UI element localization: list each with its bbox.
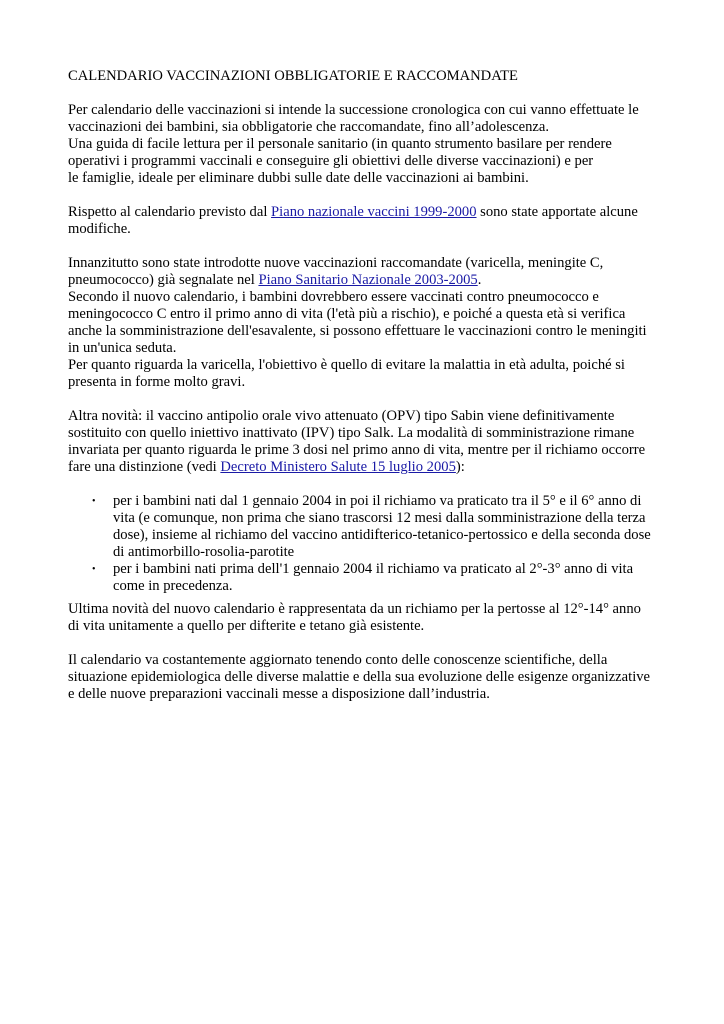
- text-line: Per quanto riguarda la varicella, l'obiettivo è quello di evitare la malattia in età adulta, poiché si: [68, 357, 625, 373]
- text-line: [68, 459, 660, 476]
- text-line: Ultima novità del nuovo calendario è rappresentata da un richiamo per la pertosse al 12°-14° anno: [68, 601, 641, 617]
- antipolio-paragraph: [68, 408, 660, 476]
- text-line: e delle nuove preparazioni vaccinali messe a disposizione dall’industria.: [68, 686, 490, 702]
- piano-vaccini-paragraph: [68, 204, 660, 238]
- text-line: modifiche.: [68, 221, 131, 237]
- text-line: sostituito con quello iniettivo inattivato (IPV) tipo Salk. La modalità di somministrazione rimane: [68, 425, 635, 441]
- bullet-icon: •: [92, 564, 96, 575]
- text-line: come in precedenza.: [113, 578, 233, 594]
- text-line: dose), insieme al richiamo del vaccino antidifterico-tetanico-pertossico e della seconda dose: [113, 527, 651, 543]
- new-vaccinations-paragraph: [68, 255, 660, 391]
- text-line: di antimorbillo-rosolia-parotite: [113, 544, 295, 560]
- text-line: Una guida di facile lettura per il personale sanitario (in quanto strumento basilare per rendere: [68, 136, 612, 152]
- text-segment: pneumococco) già segnalate nel: [68, 272, 259, 288]
- text-line: Innanzitutto sono state introdotte nuove vaccinazioni raccomandate (varicella, meningite C,: [68, 255, 604, 271]
- intro-paragraph: [68, 102, 660, 187]
- text-line: [68, 204, 660, 221]
- bullet-icon: •: [92, 496, 96, 507]
- text-line: operativi i programmi vaccinali e conseguire gli obiettivi delle diverse vaccinazioni) e per: [68, 153, 594, 169]
- closing-paragraph: [68, 652, 660, 703]
- text-line: vaccinazioni dei bambini, sia obbligatorie che raccomandate, fino all’adolescenza.: [68, 119, 549, 135]
- text-line: invariata per quanto riguarda le prime 3 dosi nel primo anno di vita, mentre per il richiamo occorre: [68, 442, 646, 458]
- booster-list: [68, 493, 660, 595]
- text-line: di vita unitamente a quello per difterite e tetano già esistente.: [68, 618, 425, 634]
- text-line: Altra novità: il vaccino antipolio orale vivo attenuato (OPV) tipo Sabin viene definitivamente: [68, 408, 615, 424]
- text-line: per i bambini nati prima dell'1 gennaio 2004 il richiamo va praticato al 2°-3° anno di vita: [113, 561, 634, 577]
- list-item: [92, 561, 660, 595]
- piano-nazionale-vaccini-link[interactable]: Piano nazionale vaccini 1999-2000: [271, 204, 477, 220]
- text-line: presenta in forme molto gravi.: [68, 374, 246, 390]
- text-segment: fare una distinzione (vedi: [68, 459, 221, 475]
- piano-sanitario-nazionale-link[interactable]: Piano Sanitario Nazionale 2003-2005: [258, 272, 478, 288]
- text-line: meningococco C entro il primo anno di vita (l'età più a rischio), e poiché a questa età si verifica: [68, 306, 626, 322]
- pertosse-paragraph: [68, 601, 660, 635]
- text-line: [68, 272, 660, 289]
- text-line: in un'unica seduta.: [68, 340, 177, 356]
- document-page: [68, 68, 660, 720]
- text-line: anche la somministrazione dell'esavalente, si possono effettuare le vaccinazioni contro le meningiti: [68, 323, 647, 339]
- document-title: CALENDARIO VACCINAZIONI OBBLIGATORIE E RACCOMANDATE: [68, 68, 518, 84]
- text-segment: ):: [455, 459, 465, 475]
- text-segment: sono state apportate alcune: [476, 204, 638, 220]
- text-line: le famiglie, ideale per eliminare dubbi sulle date delle vaccinazioni ai bambini.: [68, 170, 529, 186]
- text-line: situazione epidemiologica delle diverse malattie e della sua evoluzione delle esigenze organizzative: [68, 669, 651, 685]
- text-line: Secondo il nuovo calendario, i bambini dovrebbero essere vaccinati contro pneumococco e: [68, 289, 599, 305]
- text-segment: .: [477, 272, 482, 288]
- text-line: per i bambini nati dal 1 gennaio 2004 in poi il richiamo va praticato tra il 5° e il 6° anno di: [113, 493, 642, 509]
- text-line: Per calendario delle vaccinazioni si intende la successione cronologica con cui vanno effettuate le: [68, 102, 639, 118]
- decreto-ministero-salute-link[interactable]: Decreto Ministero Salute 15 luglio 2005: [220, 459, 456, 475]
- text-segment: Rispetto al calendario previsto dal: [68, 204, 272, 220]
- text-line: vita (e comunque, non prima che siano trascorsi 12 mesi dalla somministrazione della terza: [113, 510, 646, 526]
- text-line: Il calendario va costantemente aggiornato tenendo conto delle conoscenze scientifiche, della: [68, 652, 608, 668]
- list-item: [92, 493, 660, 561]
